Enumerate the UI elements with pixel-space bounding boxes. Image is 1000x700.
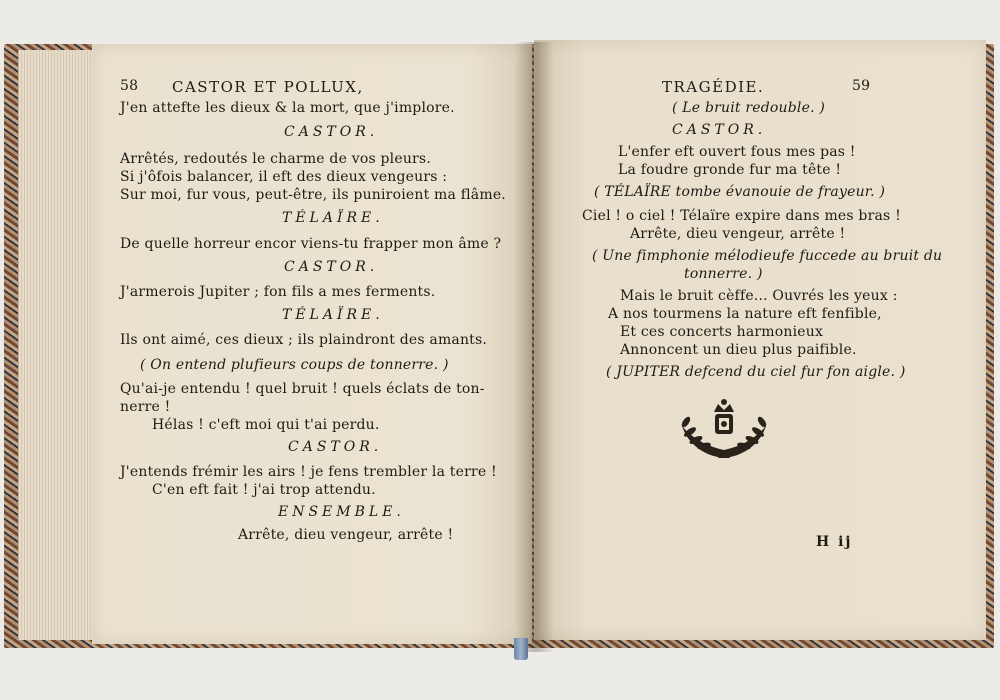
bookmark-ribbon: [514, 638, 528, 660]
verse-line: Sur moi, fur vous, peut-être, ils puniroient ma flâme.: [120, 187, 506, 203]
verse-line: J'entends frémir les airs ! je fens trembler la terre !: [120, 464, 497, 480]
verse-line: L'enfer eft ouvert fous mes pas !: [618, 144, 856, 160]
verse-line: J'armerois Jupiter ; fon fils a mes ferments.: [120, 284, 436, 300]
verse-line: Mais le bruit cèffe... Ouvrés les yeux :: [620, 288, 898, 304]
verse-line: Arrête, dieu vengeur, arrête !: [630, 226, 846, 242]
speaker-name: TÉLAÏRE.: [282, 307, 384, 323]
verse-line: C'en eft fait ! j'ai trop attendu.: [152, 482, 376, 498]
speaker-name: CASTOR.: [284, 259, 379, 275]
verse-line: nerre !: [120, 399, 171, 415]
verse-line: La foudre gronde fur ma tête !: [618, 162, 842, 178]
speaker-name: ENSEMBLE.: [278, 504, 405, 520]
stage-direction: ( JUPITER defcend du ciel fur fon aigle. ): [606, 364, 906, 380]
verse-line: Si j'ôfois balancer, il eft des dieux vengeurs :: [120, 169, 448, 185]
verse-line: Ils ont aimé, ces dieux ; ils plaindront des amants.: [120, 332, 488, 348]
book-gutter: [514, 42, 554, 652]
verse-line: Annoncent un dieu plus paifible.: [620, 342, 857, 358]
stage-direction: tonnerre. ): [684, 266, 763, 282]
verse-line: Qu'ai-je entendu ! quel bruit ! quels éclats de ton-: [120, 381, 485, 397]
speaker-name: CASTOR.: [288, 439, 383, 455]
verse-line: Hélas ! c'eft moi qui t'ai perdu.: [152, 417, 380, 433]
stage-direction: ( On entend plufieurs coups de tonnerre. ): [140, 357, 449, 373]
laurel-wreath-ornament: [674, 398, 774, 468]
speaker-name: TÉLAÏRE.: [282, 210, 384, 226]
stage-direction: ( Une fimphonie mélodieufe fuccede au bruit du: [592, 248, 943, 264]
signature-mark: H ij: [816, 534, 853, 550]
verse-line: A nos tourmens la nature eft fenfible,: [608, 306, 882, 322]
left-page: [92, 44, 532, 644]
page-edges: [18, 50, 99, 640]
verse-line: Et ces concerts harmonieux: [620, 324, 824, 340]
page-number: 59: [852, 78, 871, 94]
stage-direction: ( TÉLAÏRE tombe évanouie de frayeur. ): [594, 184, 886, 200]
verse-line: Ciel ! o ciel ! Télaïre expire dans mes bras !: [582, 208, 901, 224]
verse-line: J'en attefte les dieux & la mort, que j'implore.: [120, 100, 455, 116]
verse-line: De quelle horreur encor viens-tu frapper mon âme ?: [120, 236, 502, 252]
running-head: TRAGÉDIE.: [662, 78, 765, 96]
verse-line: Arrêtés, redoutés le charme de vos pleurs.: [120, 151, 431, 167]
stage-direction: ( Le bruit redouble. ): [672, 100, 826, 116]
page-number: 58: [120, 78, 139, 94]
speaker-name: CASTOR.: [672, 122, 767, 138]
open-book: [4, 38, 994, 658]
speaker-name: CASTOR.: [284, 124, 379, 140]
running-head: CASTOR ET POLLUX,: [172, 78, 364, 96]
right-page: [534, 40, 986, 640]
verse-line: Arrête, dieu vengeur, arrête !: [238, 527, 454, 543]
